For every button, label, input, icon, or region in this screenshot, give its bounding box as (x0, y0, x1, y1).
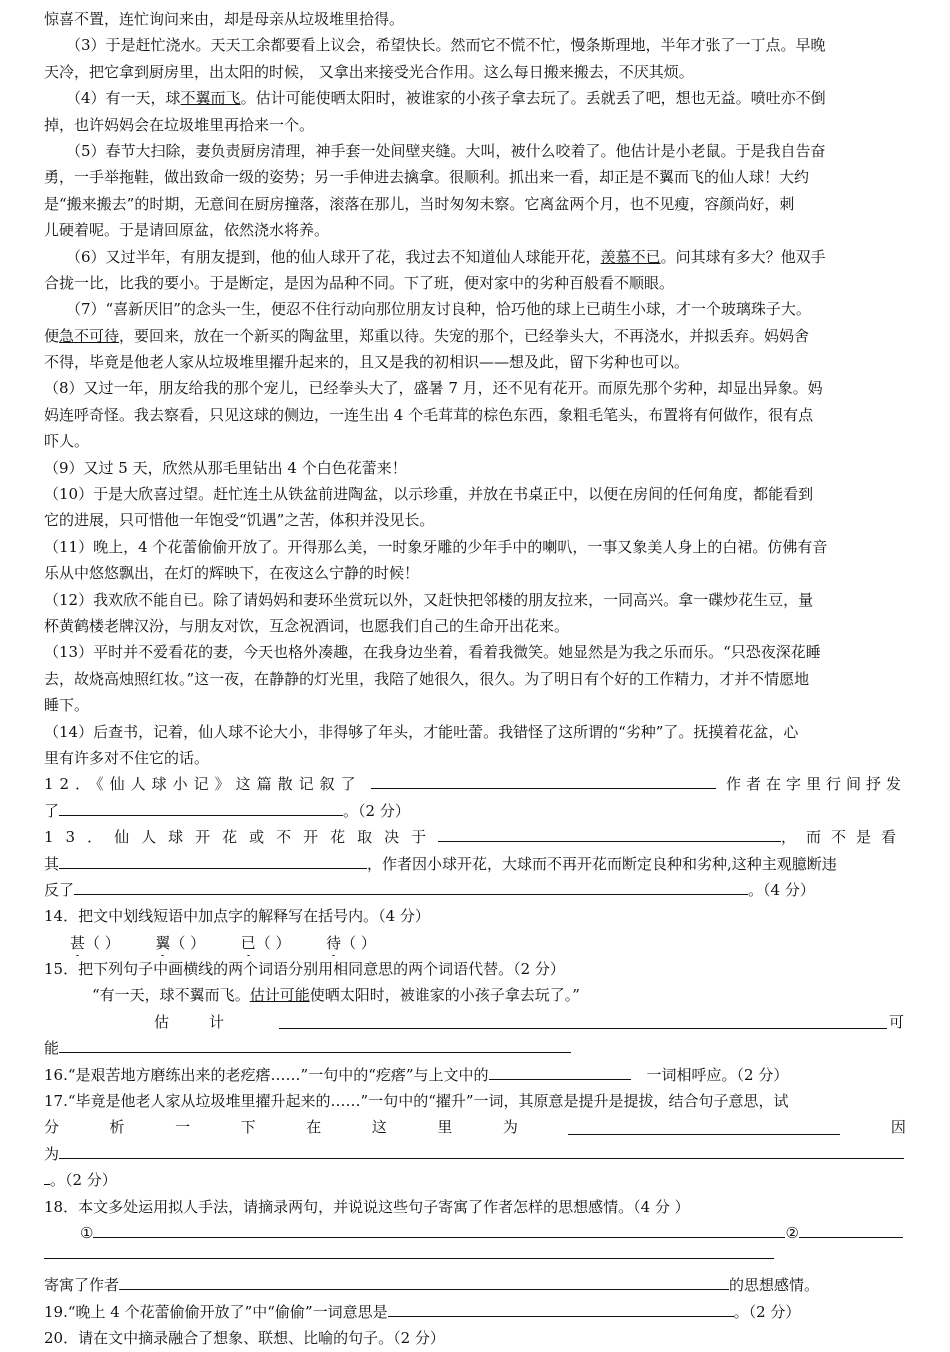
q17-spread-5: 在 (306, 1118, 322, 1137)
q12-text-b: 作者在字里行间抒发 (725, 775, 906, 794)
q18-circle-1: ① (80, 1223, 94, 1242)
question-14-items (44, 930, 906, 956)
q19-blank[interactable] (388, 1299, 734, 1317)
q14-blank-1[interactable]: （ ） (85, 933, 120, 952)
q19-text-b: 。（2 分） (733, 1302, 801, 1321)
question-19 (44, 1299, 906, 1325)
question-17-line3 (44, 1141, 906, 1167)
passage-line: 合拢一比，比我的要小。于是断定，是因为品种不同。下了班，便对家中的劣种百般看不顺眼。 (44, 273, 675, 292)
q14-blank-3[interactable]: （ ） (255, 933, 291, 952)
question-15-sentence (44, 982, 906, 1008)
q17-blank-1[interactable] (568, 1117, 840, 1135)
question-12 (44, 771, 906, 797)
passage-line: 勇，一手举拖鞋，做出致命一级的姿势；另一手伸进去擒拿。很顺利。抓出来一看，却正是不翼而飞的仙人球！大约 (44, 168, 810, 187)
q18-blank-3[interactable] (119, 1272, 729, 1290)
passage-text: 。问其球有多大？他双手 (660, 247, 826, 266)
q13-blank-2[interactable] (59, 851, 367, 869)
question-18-line3 (44, 1272, 906, 1298)
q13-text-e: 反了 (44, 880, 75, 899)
passage-text: （6）又过半年，有朋友提到，他的仙人球开了花，我过去不知道仙人球能开花， (66, 247, 601, 266)
q17-spread-1: 分 (44, 1118, 60, 1137)
q18-circle-2: ② (785, 1223, 799, 1242)
q18-answer-rule[interactable] (44, 1258, 774, 1259)
question-12-line2 (44, 798, 906, 824)
q13-blank-3[interactable] (74, 877, 748, 895)
passage-line: 去，故烧高烛照红妆。”这一夜，在静静的灯光里，我陪了她很久，很久。为了明日有个好的工作精力，才并不情愿地 (44, 669, 810, 688)
q13-text-b: ，而不是看 (780, 828, 906, 847)
q15-sentence-c: 使晒太阳时，被谁家的小孩子拿去玩了。” (309, 986, 580, 1005)
question-15-answer (44, 1009, 906, 1035)
passage-line: 是“搬来搬去”的时期，无意间在厨房撞落，滚落在那儿，当时匆匆未察。它离盆两个月，也不见瘦，容颜尚好，刺 (44, 194, 795, 213)
q15-word-ji: 计 (209, 1012, 225, 1031)
q12-text-a: 12．《仙人球小记》这篇散记叙了 (44, 775, 362, 794)
question-13 (44, 824, 906, 850)
q15-word-neng: 能 (44, 1039, 60, 1058)
q14-blank-2[interactable]: （ ） (170, 933, 206, 952)
q14-char-1: 甚 (70, 930, 85, 956)
passage-line: （10）于是大欣喜过望。赶忙连土从铁盆前进陶盆，以示珍重，并放在书桌正中，以便在房间的任何角度，都能看到 (44, 485, 814, 504)
passage-line: （3）于是赶忙浇水。天天工余都要看上议会，希望快长。然而它不慌不忙，慢条斯理地，半年才张了一丁点。早晚 (66, 36, 826, 55)
passage-line: 吓人。 (44, 432, 90, 451)
q14-char-3: 已 (241, 930, 256, 956)
q14-blank-4[interactable]: （ ） (341, 933, 376, 952)
q17-spread-8: 为 (502, 1118, 518, 1137)
passage-line: 惊喜不置，连忙询问来由，却是母亲从垃圾堆里拾得。 (44, 10, 405, 28)
question-20: 20．请在文中摘录融合了想象、联想、比喻的句子。（2 分） (44, 1329, 445, 1348)
q17-text-yin: 因 (890, 1118, 906, 1137)
passage-text: 便 (44, 326, 60, 345)
passage-line: （13）平时并不爱看花的妻，今天也格外凑趣，在我身边坐着，看着我微笑。她显然是为我之乐而乐。“只恐夜深花睡 (44, 643, 821, 662)
q17-text-wei: 为 (44, 1144, 60, 1163)
passage-text: ，要回来，放在一个新买的陶盆里，郑重以待。失宠的那个，已经拳头大，不再浇水，并拟丢弃。妈妈舍 (119, 326, 810, 345)
q14-char-2: 翼 (155, 930, 170, 956)
q18-text-a: 寄寓了作者 (44, 1276, 120, 1295)
question-17-line4 (44, 1167, 906, 1193)
q13-text-f: 。（4 分） (748, 880, 815, 899)
passage-line: 儿硬着呢。于是请回原盆，依然浇水将养。 (44, 221, 330, 240)
passage-line: （11）晚上，4 个花蕾偷偷开放了。开得那么美，一时象牙雕的少年手中的喇叭，一事又象美人身上的白裙。仿佛有音 (44, 537, 828, 556)
q15-underlined-1: 不翼而飞 (174, 986, 235, 1005)
q15-sentence-a: “有一天，球 (92, 986, 175, 1005)
q18-text-b: 的思想感情。 (729, 1276, 820, 1295)
question-18-answers (44, 1220, 906, 1246)
underlined-phrase: 羡慕不已 (600, 247, 661, 266)
q17-score: 。（2 分） (50, 1171, 117, 1190)
q17-spread-2: 析 (109, 1118, 125, 1137)
question-15-answer-2 (44, 1035, 906, 1061)
passage-line (44, 244, 906, 270)
passage-text: 。估计可能使晒太阳时，被谁家的小孩子拿去玩了。丢就丢了吧，想也无益。喷吐亦不倒 (240, 89, 826, 108)
q15-underlined-2: 估计可能 (249, 986, 310, 1005)
q15-word-gu: 估 (154, 1012, 170, 1031)
underlined-phrase: 急不可待 (59, 326, 120, 345)
q15-word-ke: 可 (889, 1012, 905, 1031)
q12-text-d: 。（2 分） (343, 801, 410, 820)
q12-text-c: 了 (44, 801, 60, 820)
passage-line: 天冷，把它拿到厨房里，出太阳的时候， 又拿出来接受光合作用。这么每日搬来搬去，不厌其烦。 (44, 62, 694, 81)
underlined-phrase: 不翼而飞 (180, 89, 241, 108)
q15-blank-2[interactable] (59, 1035, 571, 1053)
passage-line: 掉，也许妈妈会在垃圾堆里再拾来一个。 (44, 115, 315, 134)
passage-line: （7）“喜新厌旧”的念头一生，便忍不住行动向那位朋友讨良种，恰巧他的球上已萌生小球，才一个玻璃珠子大。 (66, 300, 811, 319)
question-14: 14．把文中划线短语中加点字的解释写在括号内。（4 分） (44, 907, 430, 926)
passage-line: （14）后查书，记着，仙人球不论大小，非得够了年头，才能吐蕾。我错怪了这所谓的“劣种”了。抚摸着花盆，心 (44, 722, 799, 741)
q17-blank-2[interactable] (59, 1141, 904, 1159)
question-13-line3 (44, 877, 906, 903)
q18-blank-2[interactable] (799, 1220, 903, 1238)
passage-line: （9）又过 5 天，欣然从那毛里钻出 4 个白色花蕾来！ (44, 458, 407, 477)
question-17: 17.“毕竟是他老人家从垃圾堆里擢升起来的……”一句中的“擢升”一词，其原意是提升是提拔，结合句子意思，试 (44, 1092, 789, 1111)
q12-blank-2[interactable] (59, 798, 343, 816)
q12-blank-1[interactable] (371, 771, 716, 789)
reading-passage (44, 6, 906, 771)
q17-spread-4: 下 (240, 1118, 256, 1137)
q19-text-a: 19.“晚上 4 个花蕾偷偷开放了”中“偷偷”一词意思是 (44, 1302, 388, 1321)
passage-line (44, 85, 906, 111)
passage-text: （4）有一天，球 (66, 89, 181, 108)
question-17-line2 (44, 1114, 906, 1140)
q16-blank[interactable] (489, 1062, 631, 1080)
q17-spread-7: 里 (437, 1118, 453, 1137)
passage-line: （5）春节大扫除，妻负责厨房清理，神手套一处间壁夹缝。大叫，被什么咬着了。他估计是小老鼠。于是我自告奋 (66, 141, 826, 160)
q15-blank-1[interactable] (279, 1011, 887, 1029)
q17-spread-3: 一 (175, 1118, 191, 1137)
q18-blank-1[interactable] (93, 1220, 785, 1238)
q16-text-a: 16.“是艰苦地方磨练出来的老疙瘩……”一句中的“疙瘩”与上文中的 (44, 1065, 489, 1084)
q13-text-a: 13．仙人球开花或不开花取决于 (44, 828, 439, 847)
passage-line: 它的进展，只可惜他一年饱受“饥遇”之苦，体积并没见长。 (44, 511, 435, 530)
q16-text-b: 一词相呼应。（2 分） (646, 1065, 789, 1084)
passage-line: （8）又过一年，朋友给我的那个宠儿，已经拳头大了，盛暑 7 月，还不见有花开。而原先那个劣种，却显出异象。妈 (44, 379, 823, 398)
q13-blank-1[interactable] (438, 824, 781, 842)
passage-line: 乐从中悠悠飘出，在灯的辉映下，在夜这么宁静的时候！ (44, 564, 420, 583)
q13-text-d: ，作者因小球开花，大球而不再开花而断定良种和劣种,这种主观臆断违 (367, 854, 837, 873)
passage-line: 里有许多对不住它的话。 (44, 748, 210, 767)
question-15: 15．把下列句子中画横线的两个词语分别用相同意思的两个词语代替。（2 分） (44, 960, 565, 979)
passage-line: （12）我欢欣不能自已。除了请妈妈和妻环坐赏玩以外，又赶快把邻楼的朋友拉来，一同高兴。拿一碟炒花生豆，量 (44, 590, 814, 609)
passage-line: 不得，毕竟是他老人家从垃圾堆里擢升起来的，且又是我的初相识——想及此，留下劣种也可以。 (44, 353, 690, 372)
q17-spread-6: 这 (371, 1118, 387, 1137)
passage-line (44, 323, 906, 349)
passage-line: 睡下。 (44, 696, 90, 715)
passage-line: 妈连呼奇怪。我去察看，只见这球的侧边，一连生出 4 个毛茸茸的棕色东西，象粗毛笔头，布置将有何做作，很有点 (44, 405, 814, 424)
q13-text-c: 其 (44, 854, 60, 873)
q14-char-4: 待 (326, 930, 341, 956)
question-16 (44, 1062, 906, 1088)
passage-line: 杯黄鹤楼老牌汉汾，与朋友对饮，互念祝酒词，也愿我们自己的生命开出花来。 (44, 616, 570, 635)
question-18: 18．本文多处运用拟人手法，请摘录两句，并说说这些句子寄寓了作者怎样的思想感情。（4 分 ） (44, 1197, 690, 1216)
q15-sentence-b: 。 (234, 986, 250, 1005)
question-13-line2 (44, 851, 906, 877)
